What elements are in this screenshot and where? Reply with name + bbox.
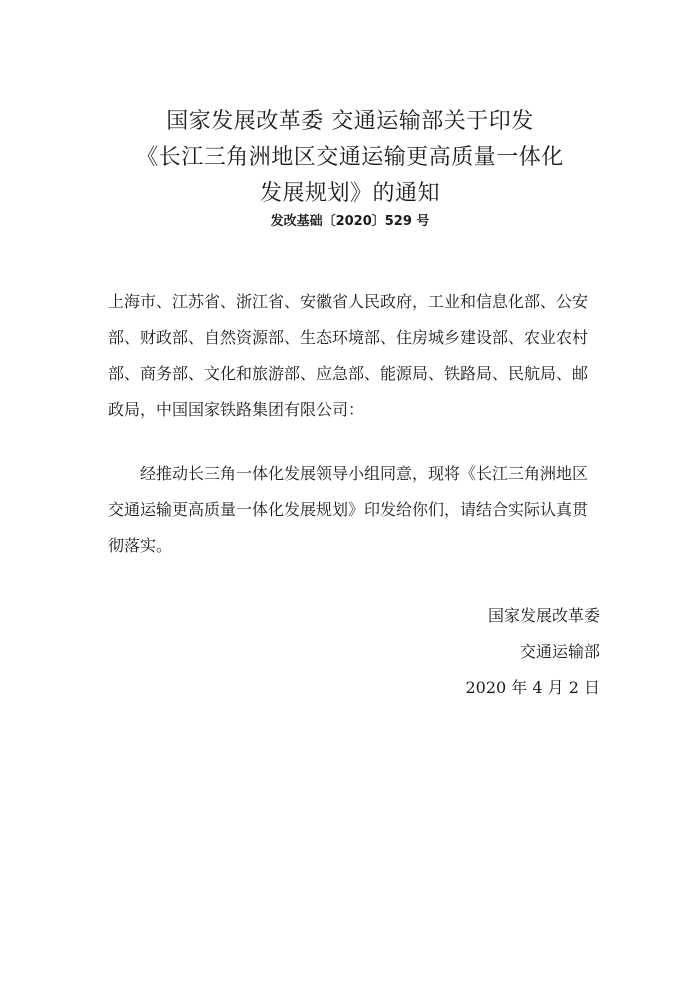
body-paragraph — [108, 456, 598, 564]
signature-block — [465, 598, 600, 706]
recipients-line-3: 部、商务部、文化和旅游部、应急部、能源局、铁路局、民航局、邮 — [108, 364, 589, 383]
signature-date: 2020 年 4 月 2 日 — [465, 678, 600, 697]
signature-org-mot: 交通运输部 — [519, 642, 600, 661]
body-line-1: 经推动长三角一体化发展领导小组同意，现将《长江三角洲地区 — [140, 464, 589, 483]
document-number: 发改基础〔2020〕529 号 — [270, 214, 430, 229]
document-title — [0, 104, 700, 212]
body-line-3: 彻落实。 — [108, 536, 173, 555]
recipients-line-4: 政局，中国国家铁路集团有限公司： — [108, 400, 365, 419]
body-line-2: 交通运输更高质量一体化发展规划》印发给你们，请结合实际认真贯 — [108, 500, 589, 519]
recipients-line-2: 部、财政部、自然资源部、生态环境部、住房城乡建设部、农业农村 — [108, 328, 589, 347]
recipients-line-1: 上海市、江苏省、浙江省、安徽省人民政府，工业和信息化部、公安 — [108, 292, 589, 311]
recipients-paragraph — [108, 284, 598, 428]
title-line-2: 《长江三角洲地区交通运输更高质量一体化 — [136, 145, 564, 170]
signature-org-ndrc: 国家发展改革委 — [487, 606, 600, 625]
title-line-1: 国家发展改革委 交通运输部关于印发 — [166, 109, 534, 134]
title-line-3: 发展规划》的通知 — [259, 181, 440, 206]
